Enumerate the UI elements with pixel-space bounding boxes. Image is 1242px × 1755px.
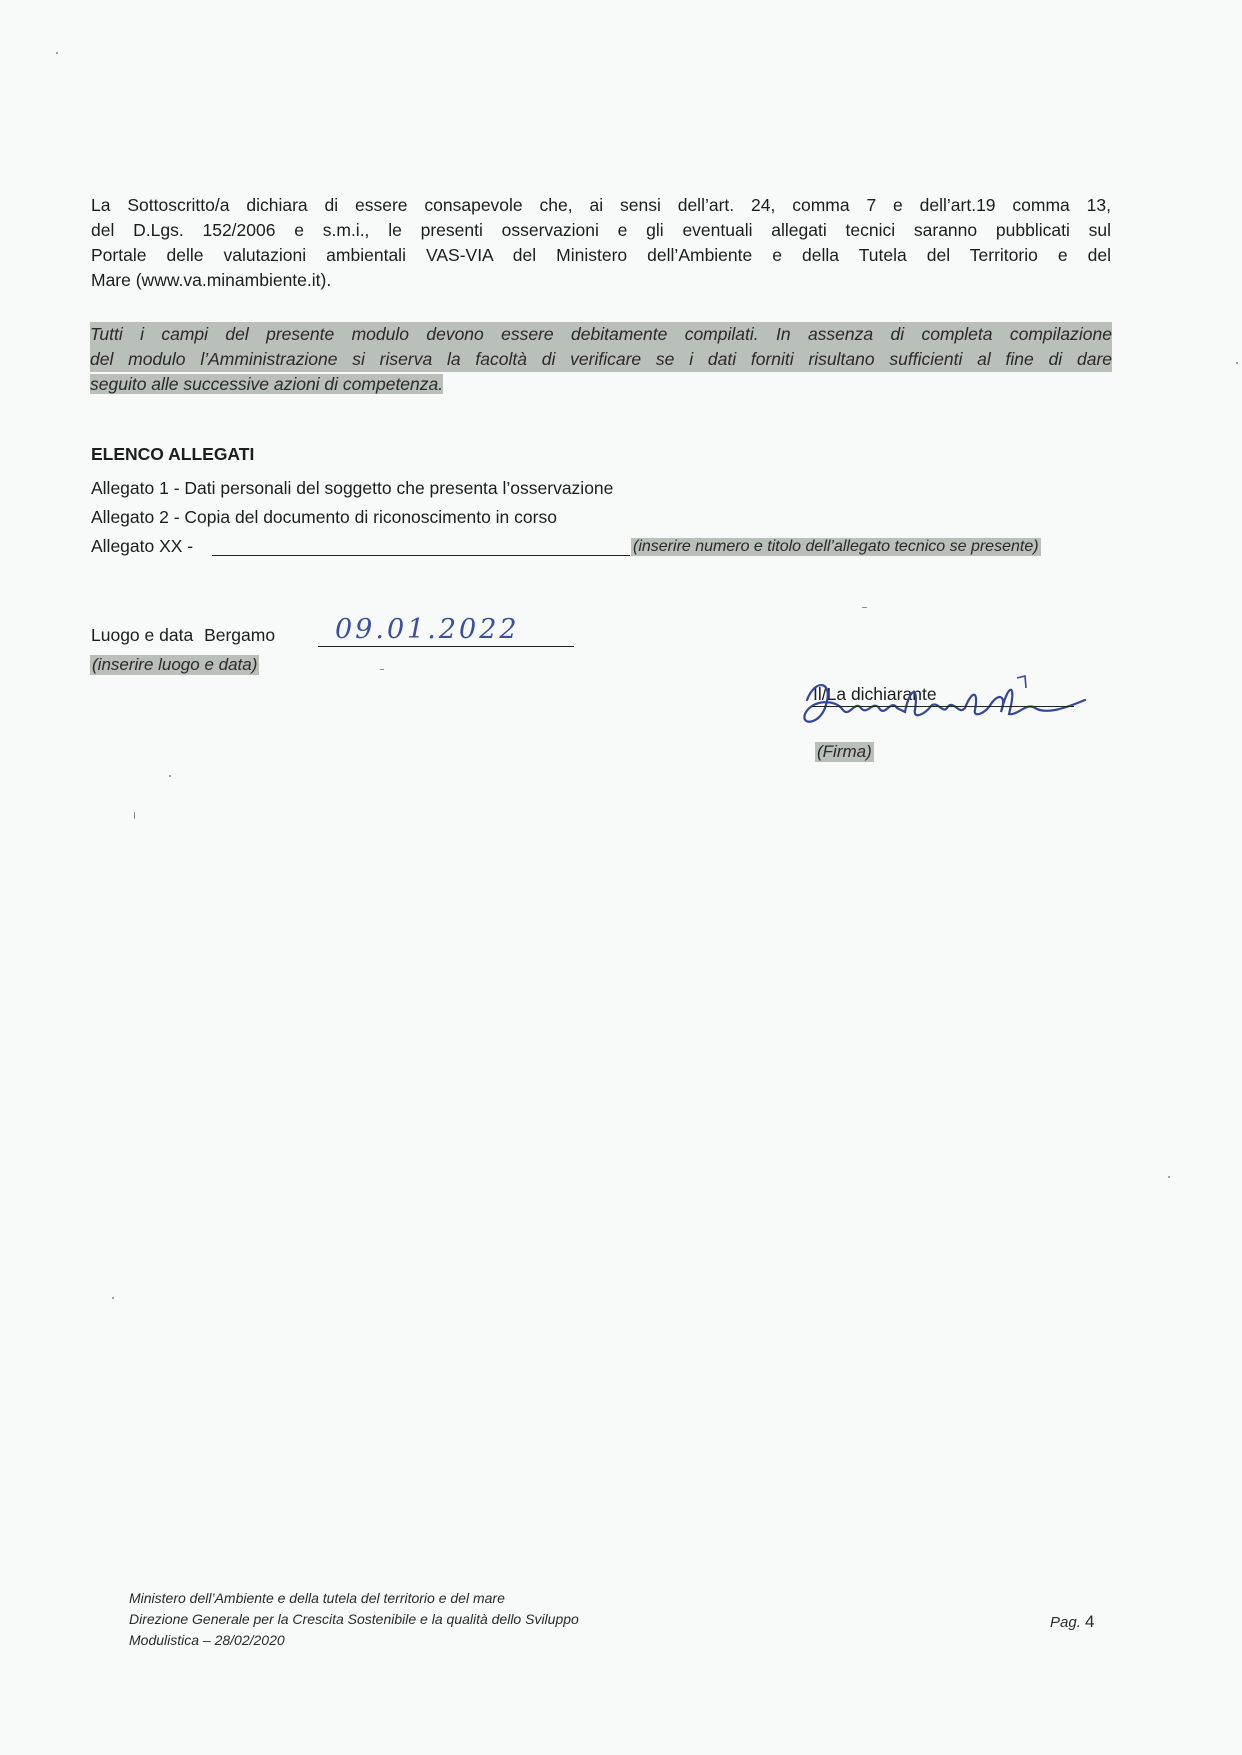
signature-mark [795, 670, 1105, 738]
declarant-label: Il/La dichiarante [813, 684, 937, 704]
compilation-notice [90, 322, 1112, 397]
declaration-line: del D.Lgs. 152/2006 e s.m.i., le presenti osservazioni e gli eventuali allegati tecnici saranno pubblicati sul [91, 220, 1111, 240]
declaration-line: Mare (www.va.minambiente.it). [91, 270, 332, 290]
notice-line: del modulo l’Amministrazione si riserva la facoltà di verificare se i dati forniti risultano sufficienti al fine di dare [90, 347, 1112, 372]
notice-line: Tutti i campi del presente modulo devono essere debitamente compilati. In assenza di completa compilazione [90, 322, 1112, 347]
scan-speck [169, 775, 171, 777]
scan-speck [862, 607, 867, 608]
attachment-xx-field[interactable] [212, 537, 630, 556]
footer-ministry: Ministero dell’Ambiente e della tutela del territorio e del mare [129, 1590, 505, 1606]
attachment-item-1: Allegato 1 - Dati personali del soggetto che presenta l’osservazione [91, 478, 614, 498]
page-prefix: Pag. [1050, 1614, 1081, 1631]
place-date-label-text: Luogo e data [91, 625, 194, 645]
handwritten-date: 09.01.2022 [335, 614, 520, 645]
footer-block [129, 1588, 579, 1651]
scan-speck [134, 812, 135, 819]
signature-field[interactable] [812, 706, 1074, 707]
scan-speck [112, 1297, 114, 1299]
scan-speck [56, 52, 58, 54]
footer-form-version: Modulistica – 28/02/2020 [129, 1632, 285, 1648]
attachments-heading: ELENCO ALLEGATI [91, 444, 255, 464]
scan-speck [1236, 362, 1238, 364]
place-date-label [91, 625, 275, 646]
declaration-paragraph [91, 193, 1111, 293]
page-number-value: 4 [1085, 1612, 1095, 1631]
page-number [1050, 1612, 1095, 1632]
scan-speck [380, 669, 384, 670]
footer-directorate: Direzione Generale per la Crescita Sostenibile e la qualità dello Sviluppo [129, 1611, 579, 1627]
notice-line: seguito alle successive azioni di competenza. [90, 374, 444, 394]
declaration-line: La Sottoscritto/a dichiara di essere consapevole che, ai sensi dell’art. 24, comma 7 e dell’art.19 comma 13, [91, 195, 1111, 215]
attachment-xx-hint: (inserire numero e titolo dell’allegato tecnico se presente) [633, 538, 1039, 555]
attachment-item-xx-label: Allegato XX - [91, 536, 194, 556]
signature-hint: (Firma) [817, 742, 872, 761]
scan-speck [1168, 1176, 1170, 1178]
attachment-item-2: Allegato 2 - Copia del documento di riconoscimento in corso [91, 507, 557, 527]
place-value: Bergamo [204, 625, 276, 645]
declaration-line: Portale delle valutazioni ambientali VAS-VIA del Ministero dell’Ambiente e della Tutela del Territorio e del [91, 245, 1111, 265]
place-date-hint: (inserire luogo e data) [92, 655, 258, 674]
